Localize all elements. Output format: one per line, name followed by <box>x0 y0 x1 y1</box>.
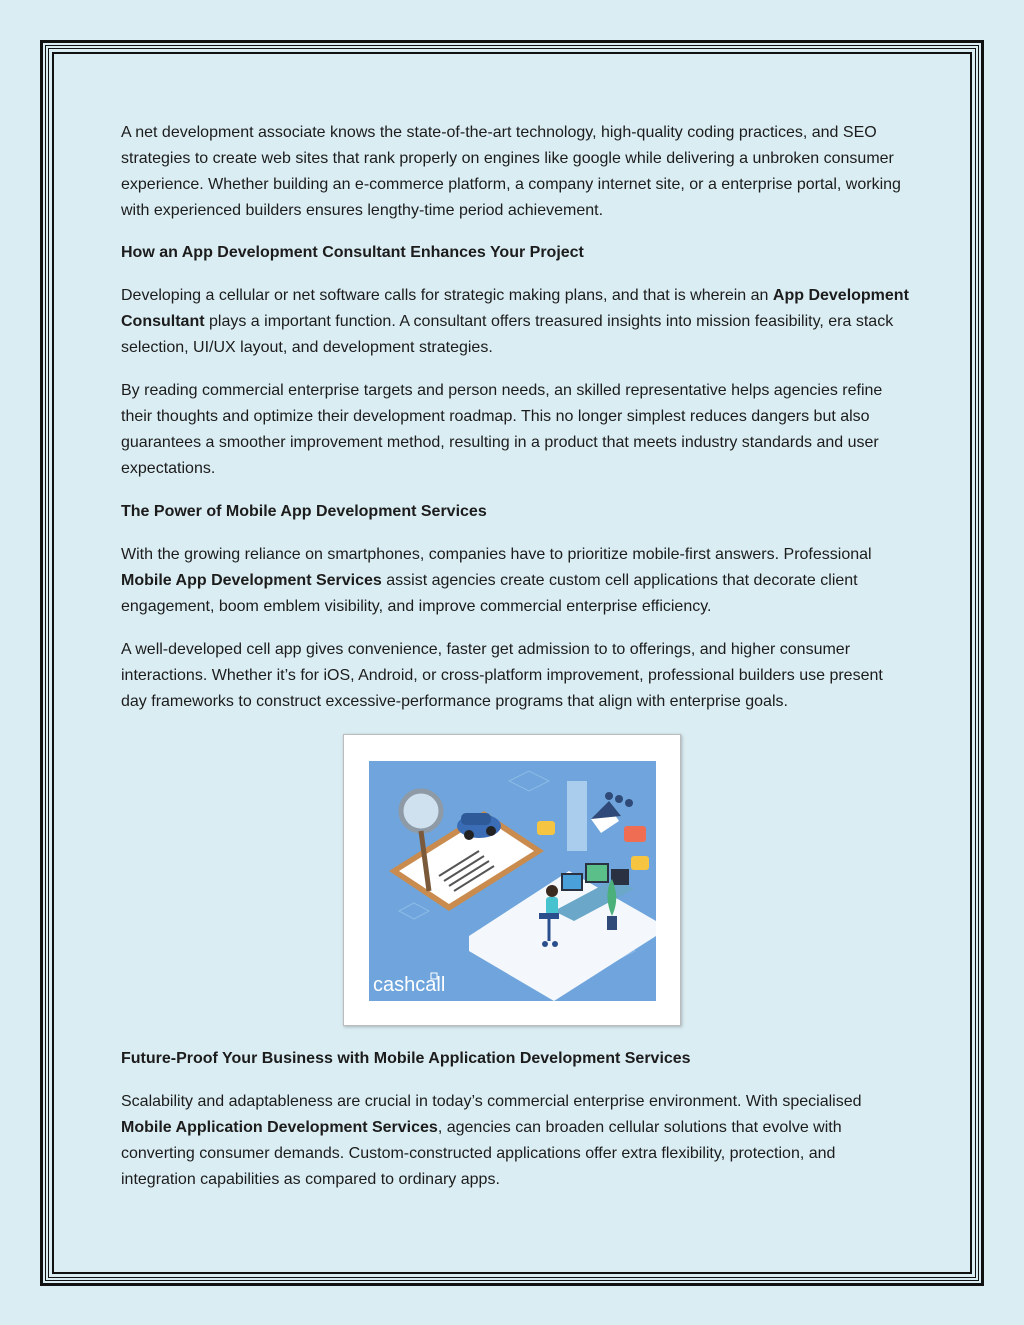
article-body <box>121 120 911 732</box>
text-run: assist agencies create custom cell applications that decorate client engagement, boom emblem visibility, and improve commercial enterprise efficiency. <box>121 572 858 615</box>
keyword-app-development-consultant: App Development Consultant <box>121 287 909 330</box>
cell-app-paragraph: A well-developed cell app gives convenience, faster get admission to to offerings, and higher consumer interactions. Whether it’s for iOS, Android, or cross-platform improvement, professional builders use present day frameworks to construct excessive-performance programs that align with enterprise goals. <box>121 641 883 710</box>
consultant-paragraph <box>121 283 911 361</box>
section-heading-mobile-services: The Power of Mobile App Development Services <box>121 503 487 520</box>
text-run: plays a important function. A consultant offers treasured insights into mission feasibility, era stack selection, UI/UX layout, and development strategies. <box>121 313 894 356</box>
representative-paragraph: By reading commercial enterprise targets and person needs, an skilled representative helps agencies refine their thoughts and optimize their development roadmap. This no longer simplest reduces dangers but also guarantees a smoother improvement method, resulting in a product that meets industry standards and user expectations. <box>121 382 883 477</box>
text-run: Scalability and adaptableness are crucial in today’s commercial enterprise environment. With specialised <box>121 1093 862 1110</box>
cashcall-logo: cashcall <box>373 974 446 996</box>
text-run: With the growing reliance on smartphones, companies have to prioritize mobile-first answers. Professional <box>121 546 872 563</box>
keyword-mobile-application-development-services: Mobile Application Development Services <box>121 1119 438 1136</box>
article-illustration <box>343 734 681 1026</box>
article-body-continued <box>121 1046 911 1193</box>
text-run: Developing a cellular or net software calls for strategic making plans, and that is wherein an <box>121 287 773 304</box>
keyword-mobile-app-development-services: Mobile App Development Services <box>121 572 382 589</box>
intro-paragraph: A net development associate knows the state-of-the-art technology, high-quality coding practices, and SEO strategies to create web sites that rank properly on engines like google while delivering a unbroken consumer experience. Whether building an e-commerce platform, a company internet site, or a enterprise portal, working with experienced builders ensures lengthy-time period achievement. <box>121 124 901 219</box>
mobile-services-paragraph <box>121 542 911 620</box>
app-development-illustration-icon <box>369 761 656 1001</box>
text-run: , agencies can broaden cellular solutions that evolve with converting consumer demands. Custom-constructed applications offer extra flexibility, protection, and integration capabilities as compared to ordinary apps. <box>121 1119 842 1188</box>
scalability-paragraph <box>121 1089 911 1193</box>
section-heading-future-proof: Future-Proof Your Business with Mobile Application Development Services <box>121 1050 691 1067</box>
section-heading-consultant: How an App Development Consultant Enhances Your Project <box>121 244 584 261</box>
